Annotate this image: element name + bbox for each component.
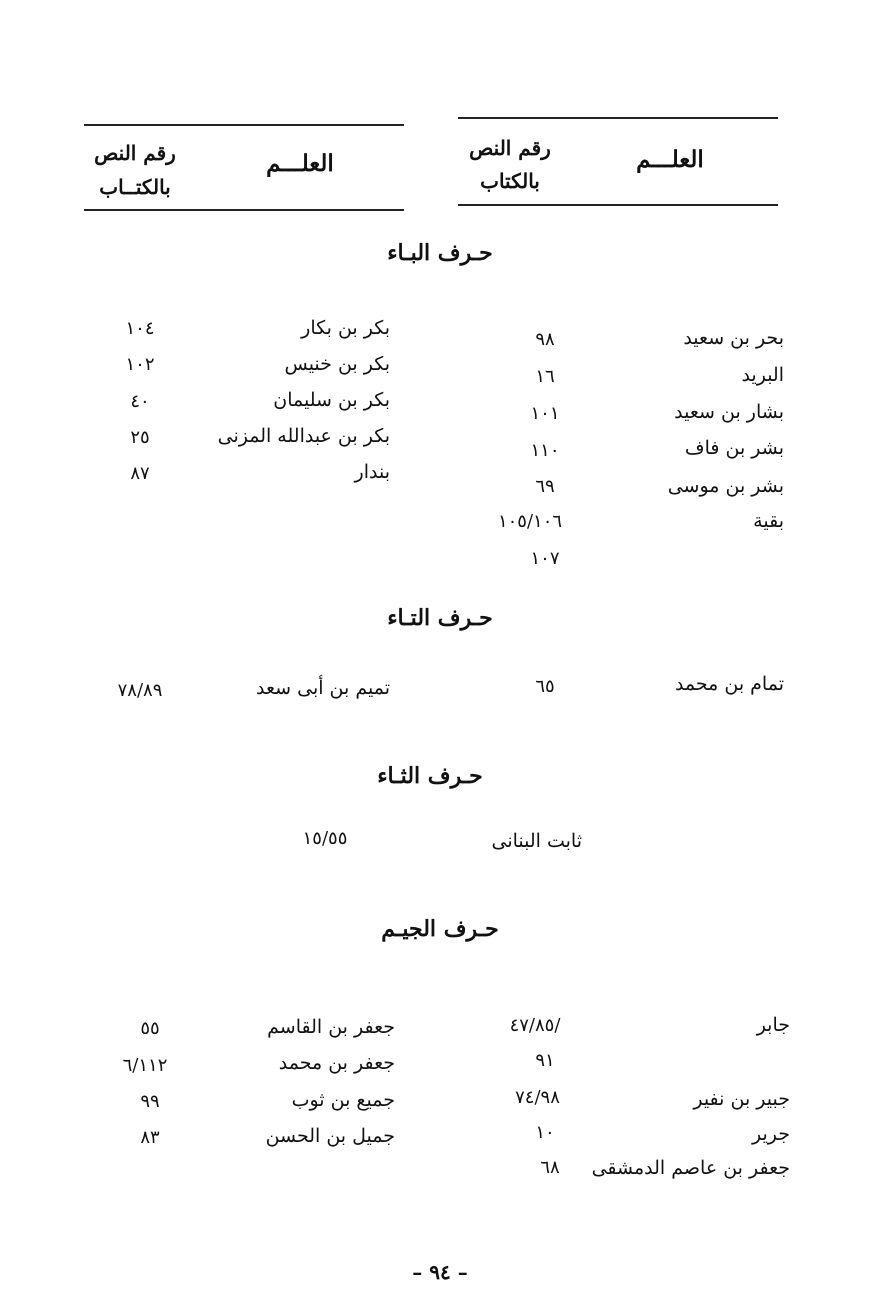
list-item-name: تمام بن محمد xyxy=(674,673,784,695)
list-item-num: ١٠٥/١٠٦ xyxy=(497,511,563,532)
list-item-name: ثابت البنانى xyxy=(491,830,582,852)
list-item-name: بقية xyxy=(753,510,784,532)
list-item-name: جبير بن نفير xyxy=(693,1088,790,1110)
list-item-num: ١٠٢ xyxy=(125,354,155,375)
header-rule-left-bottom xyxy=(84,209,404,211)
list-item-num: ٦/١١٢ xyxy=(122,1055,168,1076)
header-right-num-col-line1: رقم النص xyxy=(469,136,551,160)
header-rule-left-top xyxy=(84,124,404,126)
list-item-name: جعفر بن محمد xyxy=(278,1052,395,1074)
section-title-ba: حـرف البـاء xyxy=(387,240,493,266)
list-item-name: بحر بن سعيد xyxy=(683,327,784,349)
list-item-num: ١٠٧ xyxy=(530,548,560,569)
list-item-num: ٦٨ xyxy=(540,1157,560,1178)
list-item-num: ٢٥ xyxy=(130,427,150,448)
section-title-tha: حـرف الثـاء xyxy=(377,763,483,789)
list-item-name: جرير xyxy=(752,1123,790,1145)
list-item-num: ١٥/٥٥ xyxy=(302,828,348,849)
list-item-num: ١٠١ xyxy=(530,403,560,424)
list-item-num: ٨٧ xyxy=(130,463,150,484)
section-title-jim: حـرف الجيـم xyxy=(381,916,499,942)
list-item-name: بشر بن فاف xyxy=(684,437,784,459)
list-item-num: ٩٩ xyxy=(140,1091,160,1112)
list-item-name: تميم بن أبى سعد xyxy=(256,677,390,699)
list-item-num: ٦٥ xyxy=(535,676,555,697)
list-item-name: جعفر بن عاصم الدمشقى xyxy=(591,1157,790,1179)
header-left-num-col-line2: بالكتــاب xyxy=(99,175,171,199)
list-item-name: جميل بن الحسن xyxy=(265,1125,395,1147)
header-left-num-col-line1: رقم النص xyxy=(94,141,176,165)
list-item-num: ٩٨ xyxy=(535,329,555,350)
header-rule-right-bottom xyxy=(458,204,778,206)
header-left-name-col: العلـــم xyxy=(266,150,334,177)
list-item-num: ٩١ xyxy=(535,1050,555,1071)
list-item-name: البريد xyxy=(741,364,784,386)
list-item-num: ٨٣ xyxy=(140,1127,160,1148)
list-item-name: بشر بن موسى xyxy=(667,475,784,497)
header-right-name-col: العلـــم xyxy=(636,146,704,173)
list-item-num: ١٦ xyxy=(535,366,555,387)
list-item-num: ٤٧/٨٥/ xyxy=(509,1015,561,1036)
list-item-num: ٤٠ xyxy=(130,391,150,412)
section-title-ta: حـرف التـاء xyxy=(387,605,493,631)
list-item-num: ٧٨/٨٩ xyxy=(117,680,163,701)
list-item-name: جميع بن ثوب xyxy=(291,1089,395,1111)
list-item-name: بكر بن بكار xyxy=(301,317,390,339)
header-right-num-col-line2: بالكتاب xyxy=(480,169,540,193)
list-item-num: ١١٠ xyxy=(530,440,560,461)
list-item-name: بشار بن سعيد xyxy=(674,401,784,423)
list-item-num: ١٠٤ xyxy=(125,318,155,339)
header-rule-right-top xyxy=(458,117,778,119)
page-number: – ٩٤ – xyxy=(412,1260,468,1284)
list-item-name: جابر xyxy=(756,1014,790,1036)
list-item-name: جعفر بن القاسم xyxy=(267,1016,395,1038)
list-item-num: ١٠ xyxy=(535,1122,555,1143)
list-item-name: بكر بن سليمان xyxy=(273,389,390,411)
list-item-num: ٥٥ xyxy=(140,1018,160,1039)
list-item-name: بكر بن عبدالله المزنى xyxy=(217,425,390,447)
list-item-num: ٦٩ xyxy=(535,476,555,497)
list-item-name: بكر بن خنيس xyxy=(284,353,390,375)
list-item-name: بندار xyxy=(354,461,390,483)
list-item-num: ٧٤/٩٨ xyxy=(515,1087,560,1108)
